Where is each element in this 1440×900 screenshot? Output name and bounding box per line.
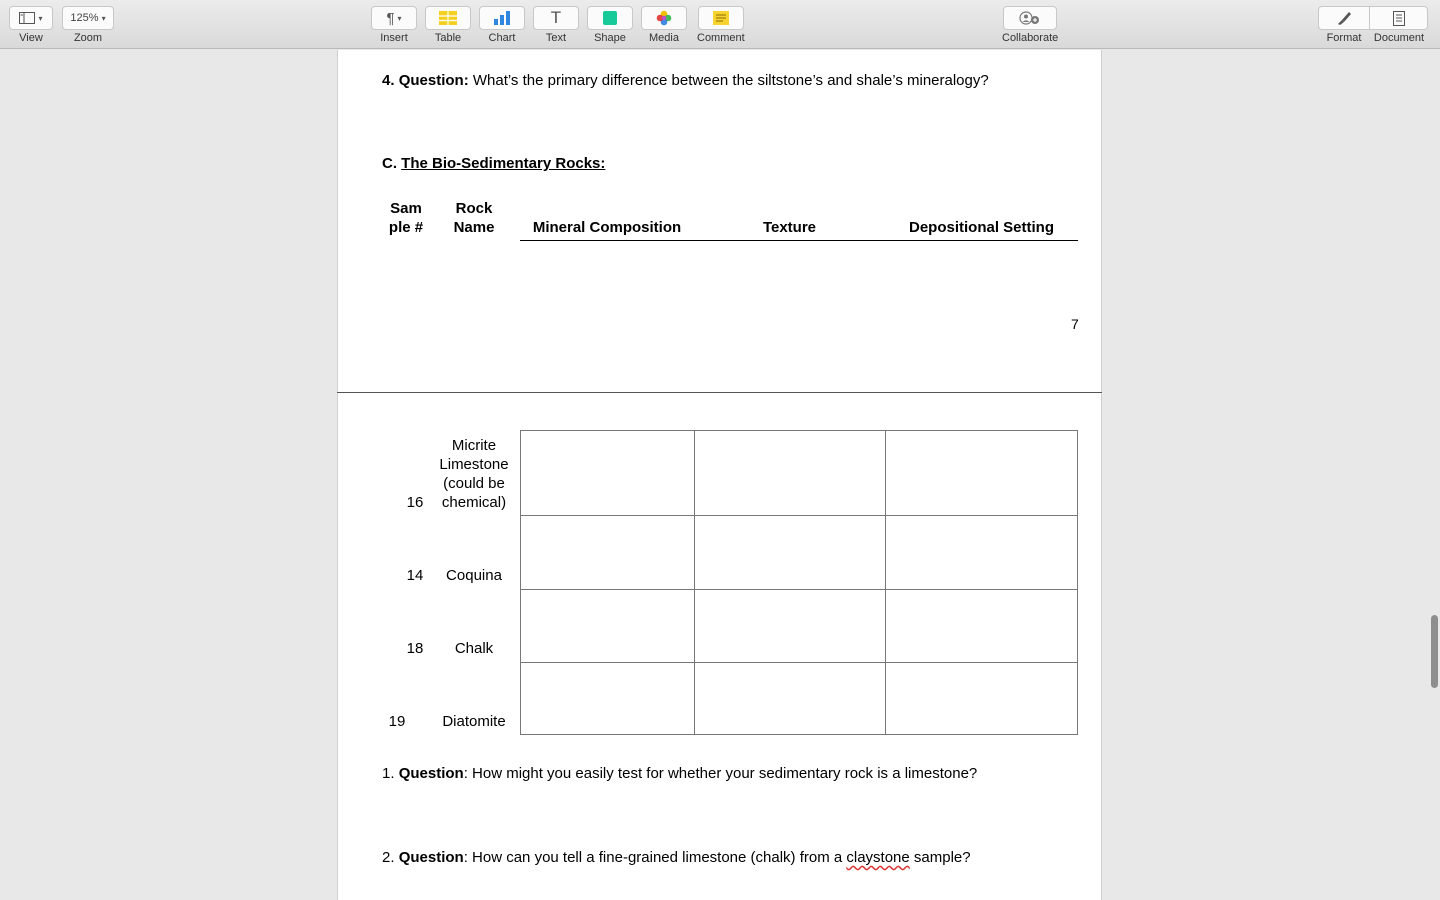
header-rock-line2: Name [453, 219, 495, 236]
shape-label: Shape [594, 32, 626, 44]
header-sample-line2: ple # [388, 219, 424, 236]
page-number: 7 [1071, 316, 1079, 332]
text-label: Text [545, 32, 567, 44]
table-column-divider [885, 430, 886, 735]
view-control[interactable] [9, 6, 53, 45]
table-label: Table [434, 32, 462, 44]
toolbar [0, 0, 1440, 49]
question-2-number: 2. [382, 849, 395, 866]
table-column-divider [694, 430, 695, 735]
table-row-4-rock[interactable]: Diatomite [442, 713, 506, 730]
text-control[interactable] [533, 6, 579, 45]
document-control[interactable] [1370, 6, 1428, 45]
document-label: Document [1373, 32, 1425, 44]
comment-label: Comment [697, 32, 745, 44]
insert-label: Insert [380, 32, 408, 44]
table-row-3-rock[interactable]: Chalk [454, 640, 494, 657]
header-rock-name [440, 199, 508, 237]
shape-button[interactable] [587, 6, 633, 30]
table-row-divider [520, 515, 1078, 516]
collaborate-button[interactable] [1003, 6, 1057, 30]
question-2-label: Question [398, 849, 464, 866]
document-button[interactable] [1370, 6, 1428, 30]
pilcrow-icon: ¶ [386, 9, 395, 27]
zoom-control[interactable] [62, 6, 114, 45]
insert-button[interactable] [371, 6, 417, 30]
header-rule [520, 240, 1078, 241]
spelling-error-word[interactable]: claystone [846, 849, 910, 866]
shape-icon [603, 11, 617, 25]
text-button[interactable] [533, 6, 579, 30]
question-1-label: Question [398, 765, 464, 782]
chart-icon [493, 11, 511, 25]
zoom-value: 125% [70, 12, 99, 24]
question-2[interactable] [382, 848, 971, 867]
comment-icon [713, 11, 729, 25]
table-row-1-rock[interactable]: Micrite Limestone (could be chemical) [439, 437, 509, 511]
table-row-2-sample[interactable]: 14 [406, 567, 424, 584]
question-4-number: 4. [382, 72, 395, 89]
format-label: Format [1326, 32, 1362, 44]
format-button[interactable] [1318, 6, 1370, 30]
chart-label: Chart [488, 32, 516, 44]
question-4-text: What’s the primary difference between the siltstone’s and shale’s mineralogy? [468, 72, 989, 89]
table-row-4-sample[interactable]: 19 [388, 713, 406, 730]
table-row-1-sample[interactable]: 16 [406, 494, 424, 511]
question-4-label: Question: [398, 72, 469, 89]
table-icon [439, 11, 457, 25]
vertical-scrollbar-thumb[interactable] [1431, 615, 1438, 688]
table-row-3-sample[interactable]: 18 [406, 640, 424, 657]
format-control[interactable] [1318, 6, 1370, 45]
table-button[interactable] [425, 6, 471, 30]
chevron-down-icon: ▾ [38, 13, 43, 23]
header-sample-line1: Sam [390, 200, 422, 217]
table-row-divider [520, 589, 1078, 590]
header-texture: Texture [762, 219, 817, 236]
header-sample-number [380, 199, 432, 237]
comment-control[interactable] [697, 6, 745, 45]
rock-table[interactable] [520, 430, 1078, 735]
collaborate-control[interactable] [1002, 6, 1058, 45]
view-button[interactable] [9, 6, 53, 30]
sidebar-view-icon [19, 12, 35, 24]
collaborate-icon [1019, 11, 1041, 25]
media-label: Media [649, 32, 679, 44]
question-4[interactable] [382, 71, 989, 90]
zoom-label: Zoom [73, 32, 103, 44]
table-control[interactable] [425, 6, 471, 45]
header-depositional-setting: Depositional Setting [908, 219, 1054, 236]
question-1[interactable] [382, 764, 977, 783]
section-prefix: C. [382, 155, 402, 172]
section-title: The Bio-Sedimentary Rocks: [401, 155, 606, 172]
section-heading[interactable] [382, 154, 605, 173]
format-brush-icon [1336, 11, 1352, 25]
question-2-text: : How can you tell a fine-grained limestone (chalk) from a [463, 849, 847, 866]
header-mineral-composition: Mineral Composition [532, 219, 682, 236]
text-icon: T [550, 8, 562, 27]
zoom-select[interactable] [62, 6, 114, 30]
media-icon [656, 10, 672, 26]
table-row-divider [520, 662, 1078, 663]
view-label: View [19, 32, 43, 44]
question-1-text: : How might you easily test for whether your sedimentary rock is a limestone? [463, 765, 978, 782]
header-rock-line1: Rock [455, 200, 493, 217]
insert-control[interactable] [371, 6, 417, 45]
media-button[interactable] [641, 6, 687, 30]
chart-control[interactable] [479, 6, 525, 45]
comment-button[interactable] [698, 6, 744, 30]
shape-control[interactable] [587, 6, 633, 45]
media-control[interactable] [641, 6, 687, 45]
chart-button[interactable] [479, 6, 525, 30]
document-icon [1393, 11, 1405, 26]
table-row-2-rock[interactable]: Coquina [446, 567, 502, 584]
question-2-text-end: sample? [909, 849, 971, 866]
chevron-down-icon: ▾ [101, 13, 106, 23]
question-1-number: 1. [382, 765, 395, 782]
chevron-down-icon: ▾ [397, 13, 402, 23]
collaborate-label: Collaborate [1002, 32, 1059, 44]
